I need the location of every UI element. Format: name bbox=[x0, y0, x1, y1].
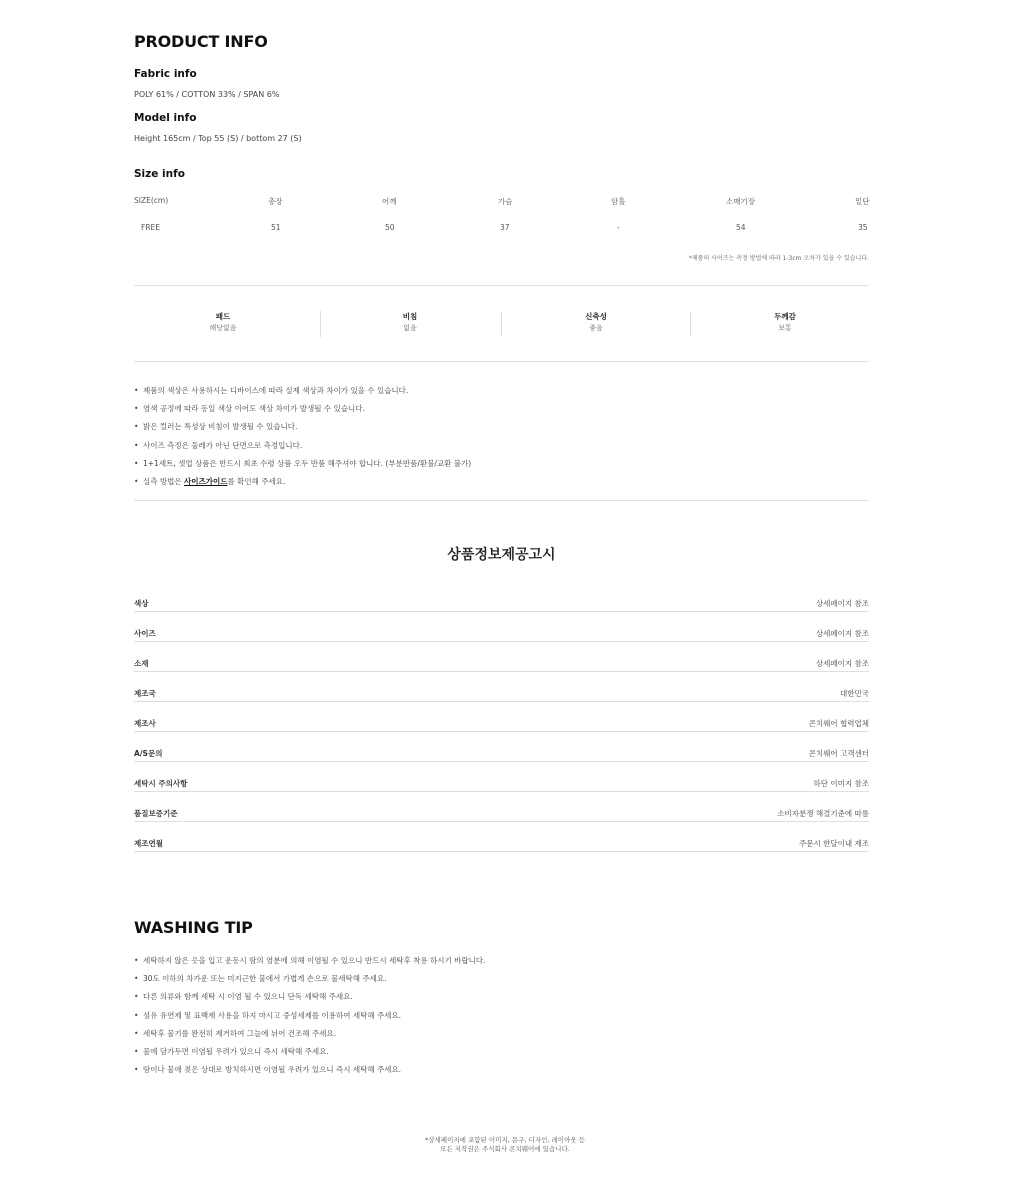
divider bbox=[134, 361, 869, 362]
size-header-cell: 어깨 bbox=[382, 197, 397, 206]
size-cell: 51 bbox=[271, 223, 281, 232]
notice-key: 제조국 bbox=[134, 689, 156, 698]
product-info-title: PRODUCT INFO bbox=[134, 32, 268, 51]
notice-value: 대한민국 bbox=[840, 689, 869, 698]
list-item: • 땀이나 물에 젖은 상대로 방치하시면 이염될 우려가 있으니 즉시 세탁해 주세요. bbox=[134, 1065, 869, 1083]
size-header-cell: SIZE(cm) bbox=[134, 196, 169, 205]
notes-list bbox=[134, 386, 869, 495]
row-divider bbox=[134, 761, 869, 762]
table-row bbox=[134, 806, 869, 836]
table-row bbox=[134, 716, 869, 746]
notice-key: 소재 bbox=[134, 659, 149, 668]
list-item: • 밝은 컬러는 특성상 비침이 발생될 수 있습니다. bbox=[134, 422, 869, 440]
row-divider bbox=[134, 701, 869, 702]
row-divider bbox=[134, 791, 869, 792]
size-note: *제품의 사이즈는 측정 방법에 따라 1-3cm 오차가 있을 수 있습니다. bbox=[688, 255, 869, 262]
notice-key: 세탁시 주의사항 bbox=[134, 779, 188, 788]
row-divider bbox=[134, 641, 869, 642]
list-item: • 제품의 색상은 사용하시는 디바이스에 따라 실제 색상과 차이가 있을 수 있습니다. bbox=[134, 386, 869, 404]
size-guide-link[interactable]: 사이즈가이드 bbox=[184, 476, 228, 486]
table-row bbox=[134, 746, 869, 776]
attribute-title: 패드 bbox=[215, 312, 231, 321]
notice-key: A/S문의 bbox=[134, 749, 163, 758]
fabric-info-value: POLY 61% / COTTON 33% / SPAN 6% bbox=[134, 90, 280, 99]
size-header-cell: 가슴 bbox=[498, 197, 513, 206]
row-divider bbox=[134, 731, 869, 732]
size-table-header bbox=[134, 196, 869, 208]
table-row bbox=[134, 686, 869, 716]
notice-key: 제조사 bbox=[134, 719, 156, 728]
list-item: • 사이즈 측정은 둘레가 아닌 단면으로 측정입니다. bbox=[134, 441, 869, 459]
notice-value: 상세페이지 참조 bbox=[815, 659, 869, 668]
size-cell: 50 bbox=[385, 223, 395, 232]
list-item: • 30도 이하의 차가운 또는 미지근한 물에서 가볍게 손으로 물세탁해 주세요. bbox=[134, 974, 869, 992]
divider bbox=[134, 285, 869, 286]
notice-value: 상세페이지 참조 bbox=[815, 629, 869, 638]
divider bbox=[134, 500, 869, 501]
table-row bbox=[134, 626, 869, 656]
size-cell: 35 bbox=[858, 223, 868, 232]
attribute-value: 없음 bbox=[403, 324, 417, 332]
footer-line: 모든 저작권은 주식회사 콘치웨어에 있습니다. bbox=[440, 1145, 570, 1153]
row-divider bbox=[134, 821, 869, 822]
washing-tip-list bbox=[134, 956, 869, 1083]
list-item: • 세탁후 물기를 완전히 제거하여 그늘에 뉘어 건조해 주세요. bbox=[134, 1029, 869, 1047]
notice-key: 품질보증기준 bbox=[134, 809, 178, 818]
notice-key: 제조연월 bbox=[134, 839, 163, 848]
column-divider bbox=[690, 311, 691, 337]
notice-key: 사이즈 bbox=[134, 629, 156, 638]
list-item-size-guide bbox=[134, 477, 869, 495]
size-header-cell: 총장 bbox=[268, 197, 283, 206]
attribute-title: 두께감 bbox=[774, 312, 796, 321]
attribute-value: 해당없음 bbox=[209, 324, 237, 332]
list-item: • 다른 의류와 함께 세탁 시 이염 될 수 있으니 단독 세탁해 주세요. bbox=[134, 992, 869, 1010]
table-row bbox=[134, 656, 869, 686]
table-row bbox=[134, 776, 869, 806]
footer-line: *상세페이지에 포함된 이미지, 문구, 디자인, 레이아웃 등 bbox=[425, 1136, 585, 1144]
washing-tip-title: WASHING TIP bbox=[134, 918, 253, 937]
copyright-footer bbox=[0, 1136, 1010, 1154]
fabric-attributes bbox=[134, 311, 869, 337]
size-header-cell: 밑단 bbox=[855, 197, 870, 206]
row-divider bbox=[134, 611, 869, 612]
size-header-cell: 소매기장 bbox=[726, 197, 755, 206]
notice-key: 색상 bbox=[134, 599, 149, 608]
row-divider bbox=[134, 851, 869, 852]
notice-value: 콘치웨어 협력업체 bbox=[808, 719, 869, 728]
notice-title: 상품정보제공고시 bbox=[447, 547, 556, 563]
size-table-row bbox=[134, 223, 869, 235]
notice-value: 소비자분쟁 해결기준에 따름 bbox=[777, 809, 869, 818]
column-divider bbox=[501, 311, 502, 337]
size-cell: - bbox=[617, 223, 620, 232]
guide-suffix: 를 확인해 주세요. bbox=[227, 476, 286, 486]
list-item: • 물에 담가두면 이염될 우려가 있으니 즉시 세탁해 주세요. bbox=[134, 1047, 869, 1065]
column-divider bbox=[320, 311, 321, 337]
table-row bbox=[134, 836, 869, 866]
attribute-title: 비침 bbox=[402, 312, 418, 321]
attribute-value: 좋음 bbox=[589, 324, 603, 332]
row-divider bbox=[134, 671, 869, 672]
size-cell: 54 bbox=[736, 223, 746, 232]
notice-value: 상세페이지 참조 bbox=[815, 599, 869, 608]
notice-table bbox=[134, 596, 869, 866]
notice-value: 콘치웨어 고객센터 bbox=[808, 749, 869, 758]
fabric-info-label: Fabric info bbox=[134, 68, 197, 80]
notice-value: 주문시 한달이내 제조 bbox=[799, 839, 869, 848]
attribute-title: 신축성 bbox=[585, 312, 607, 321]
list-item: • 염색 공정에 따라 동일 색상 이어도 색상 차이가 발생될 수 있습니다. bbox=[134, 404, 869, 422]
attribute-value: 보통 bbox=[778, 324, 792, 332]
table-row bbox=[134, 596, 869, 626]
model-info-label: Model info bbox=[134, 112, 197, 124]
model-info-value: Height 165cm / Top 55 (S) / bottom 27 (S) bbox=[134, 134, 302, 143]
notice-value: 하단 이미지 참조 bbox=[813, 779, 869, 788]
list-item: • 1+1세트, 셋업 상품은 반드시 최초 수령 상품 오두 반품 해주셔야 합니다. (부분반품/환불/교환 불가) bbox=[134, 459, 869, 477]
list-item: • 세탁하지 않은 옷을 입고 운동시 땀의 염분에 의해 이염될 수 있으니 반드시 세탁후 착용 하시기 바랍니다. bbox=[134, 956, 869, 974]
size-cell: 37 bbox=[500, 223, 510, 232]
list-item: • 섬유 유연제 및 표백제 사용을 하지 마시고 중성세제를 이용하여 세탁해 주세요. bbox=[134, 1011, 869, 1029]
size-cell: FREE bbox=[141, 223, 161, 232]
size-header-cell: 암홀 bbox=[611, 197, 626, 206]
size-info-label: Size info bbox=[134, 168, 185, 180]
guide-prefix: 실측 방법은 bbox=[143, 476, 184, 486]
